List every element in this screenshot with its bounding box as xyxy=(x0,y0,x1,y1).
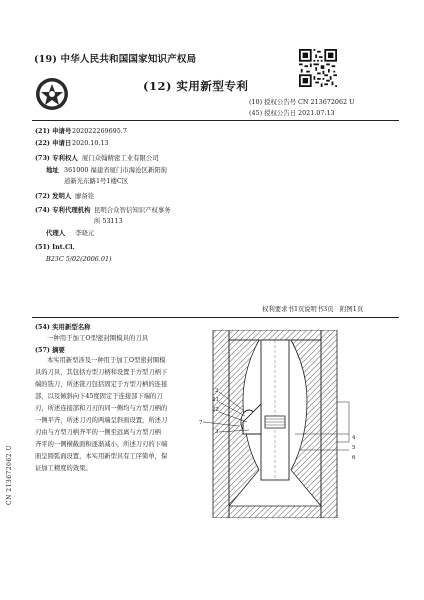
agency-label: (74) 专利代理机构 xyxy=(35,206,91,214)
address-line-1: 361000 福建省厦门市海沧区新阳街 xyxy=(64,166,168,174)
mold-top-plate xyxy=(229,330,321,340)
application-date-label: (22) 申请日 xyxy=(35,139,72,147)
side-publication-code: CN 213672062 U xyxy=(6,444,13,505)
header-divider xyxy=(32,120,399,121)
office-header: (19) 中华人民共和国国家知识产权局 xyxy=(34,54,197,65)
publication-number-label: (10) 授权公告号 xyxy=(249,98,297,106)
agent: 李晓元 xyxy=(75,229,95,237)
inventor-label: (72) 发明人 xyxy=(35,192,72,200)
mold-cavity-wall-right xyxy=(291,340,321,506)
representative-drawing xyxy=(199,330,359,518)
drawing-label-2: 2 xyxy=(215,388,219,394)
patentee-label: (73) 专利权人 xyxy=(35,154,78,162)
drawing-label-7: 7 xyxy=(199,420,203,426)
abstract-line: 刃由与方型刀柄齐平的一侧至远离与方型刀柄 xyxy=(35,429,161,436)
address-line-2: 道新光东路1号1楼C区 xyxy=(64,177,129,185)
patentee: 厦门众翰精密工业有限公司 xyxy=(82,154,159,162)
abstract-line: 刃，所述连接部和刀刃的同一侧均与方型刀柄的 xyxy=(35,405,168,412)
abstract-line: 证加工精度的效果。 xyxy=(35,465,92,472)
abstract-line: 端的铣刀，所述铣刀包括固定于方型刀柄的连接 xyxy=(35,381,168,388)
abstract-line: 面呈圆弧面设置，本实用新型具有工序简单，保 xyxy=(35,453,168,460)
application-date: 2020.10.13 xyxy=(72,139,109,147)
cutter-blade xyxy=(243,404,261,434)
publication-number: CN 213672062 U xyxy=(298,98,355,106)
cnipa-emblem-icon xyxy=(34,76,70,112)
drawing-label-4: 4 xyxy=(352,435,356,441)
publication-date: 2021.07.13 xyxy=(298,109,335,117)
abstract-line: 具的刀具，其包括方型刀柄和设置于方型刀柄下 xyxy=(35,369,168,376)
description-page-count: 说明书3页 xyxy=(304,305,334,313)
section-divider xyxy=(32,317,399,318)
drawing-label-21: 21 xyxy=(212,397,219,403)
utility-name-label: (54) 实用新型名称 xyxy=(35,323,91,331)
abstract-line: 齐平的一侧横截面积逐渐减小，所述刀刃的下端 xyxy=(35,441,168,448)
ipc-code: B23C 5/02(2006.01) xyxy=(46,255,112,263)
claims-page-count: 权利要求书1页 xyxy=(262,305,305,313)
drawing-label-3: 3 xyxy=(215,429,219,435)
drawing-label-6: 6 xyxy=(352,455,356,461)
drawing-label-5: 5 xyxy=(352,445,356,451)
document-type-title: (12) 实用新型专利 xyxy=(143,79,249,93)
mold-bottom-plate xyxy=(229,506,321,518)
abstract-label: (57) 摘要 xyxy=(35,346,65,354)
application-number: 202022269695.7 xyxy=(72,127,127,135)
ipc-label: (51) Int.Cl. xyxy=(35,243,75,251)
application-number-label: (21) 申请号 xyxy=(35,127,72,135)
address-label: 地址 xyxy=(46,166,59,174)
agent-label: 代理人 xyxy=(46,229,66,237)
drawing-label-22: 22 xyxy=(212,407,219,413)
abstract-line: 一侧平齐，所述刀刃的两端呈斜面设置，所述刀 xyxy=(35,417,168,424)
abstract-line: 本实用新型涉及一种用于加工O型密封圈模 xyxy=(47,357,166,364)
mold-right-section xyxy=(321,330,337,518)
abstract-line: 部，以及倾斜向下45度固定于连接部下端的刀 xyxy=(35,393,163,400)
inventor: 廖备铨 xyxy=(75,192,95,200)
utility-name: 一种用于加工O型密封圈模具的刀具 xyxy=(47,334,149,342)
agency-line-2: 所 53113 xyxy=(94,217,123,225)
drawings-page-count: 附图1页 xyxy=(340,305,364,313)
publication-date-label: (45) 授权公告日 xyxy=(249,109,297,117)
agency-line-1: 昆明合众智信知识产权事务 xyxy=(94,206,171,214)
qr-code-icon xyxy=(299,49,337,87)
